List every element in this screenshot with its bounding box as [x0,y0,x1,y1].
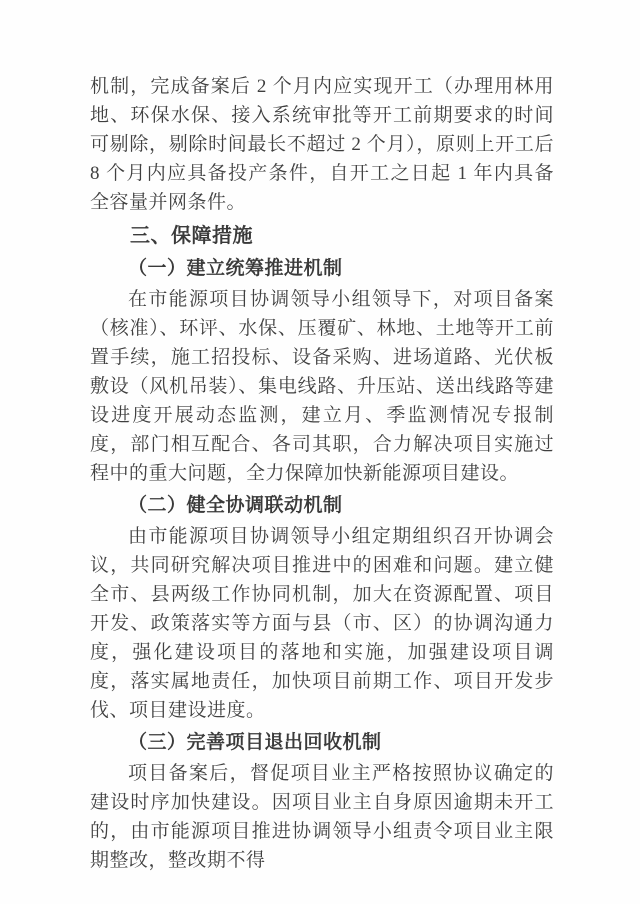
body-paragraph-continuation: 机制，完成备案后 2 个月内应实现开工（办理用林用地、环保水保、接入系统审批等开工前期要求的时间可剔除，剔除时间最长不超过 2 个月），原则上开工后 8 个月内应具备投产条件，自开工之日起 1 年内具备全容量并网条件。 [90,76,554,213]
subsection-heading-2: （二）健全协调联动机制 [128,495,343,516]
subsection-heading-1: （一）建立统筹推进机制 [128,258,343,279]
body-paragraph: 由市能源项目协调领导小组定期组织召开协调会议，共同研究解决项目推进中的困难和问题。建立健全市、县两级工作协同机制，加大在资源配置、项目开发、政策落实等方面与县（市、区）的协调沟通力度，强化建设项目的落地和实施，加强建设项目调度，落实属地责任，加快项目前期工作、项目开发步伐、项目建设进度。 [90,526,554,721]
body-paragraph: 项目备案后，督促项目业主严格按照协议确定的建设时序加快建设。因项目业主自身原因逾期未开工的，由市能源项目推进协调领导小组责令项目业主限期整改，整改期不得 [90,763,554,871]
subsection-heading-3: （三）完善项目退出回收机制 [128,732,382,753]
body-paragraph: 在市能源项目协调领导小组领导下，对项目备案（核准）、环评、水保、压覆矿、林地、土地等开工前置手续，施工招投标、设备采购、进场道路、光伏板敷设（风机吊装）、集电线路、升压站、送出线路等建设进度开展动态监测，建立月、季监测情况专报制度，部门相互配合、各司其职，合力解决项目实施过程中的重大问题，全力保障加快新能源项目建设。 [90,289,554,484]
section-heading: 三、保障措施 [130,225,253,247]
